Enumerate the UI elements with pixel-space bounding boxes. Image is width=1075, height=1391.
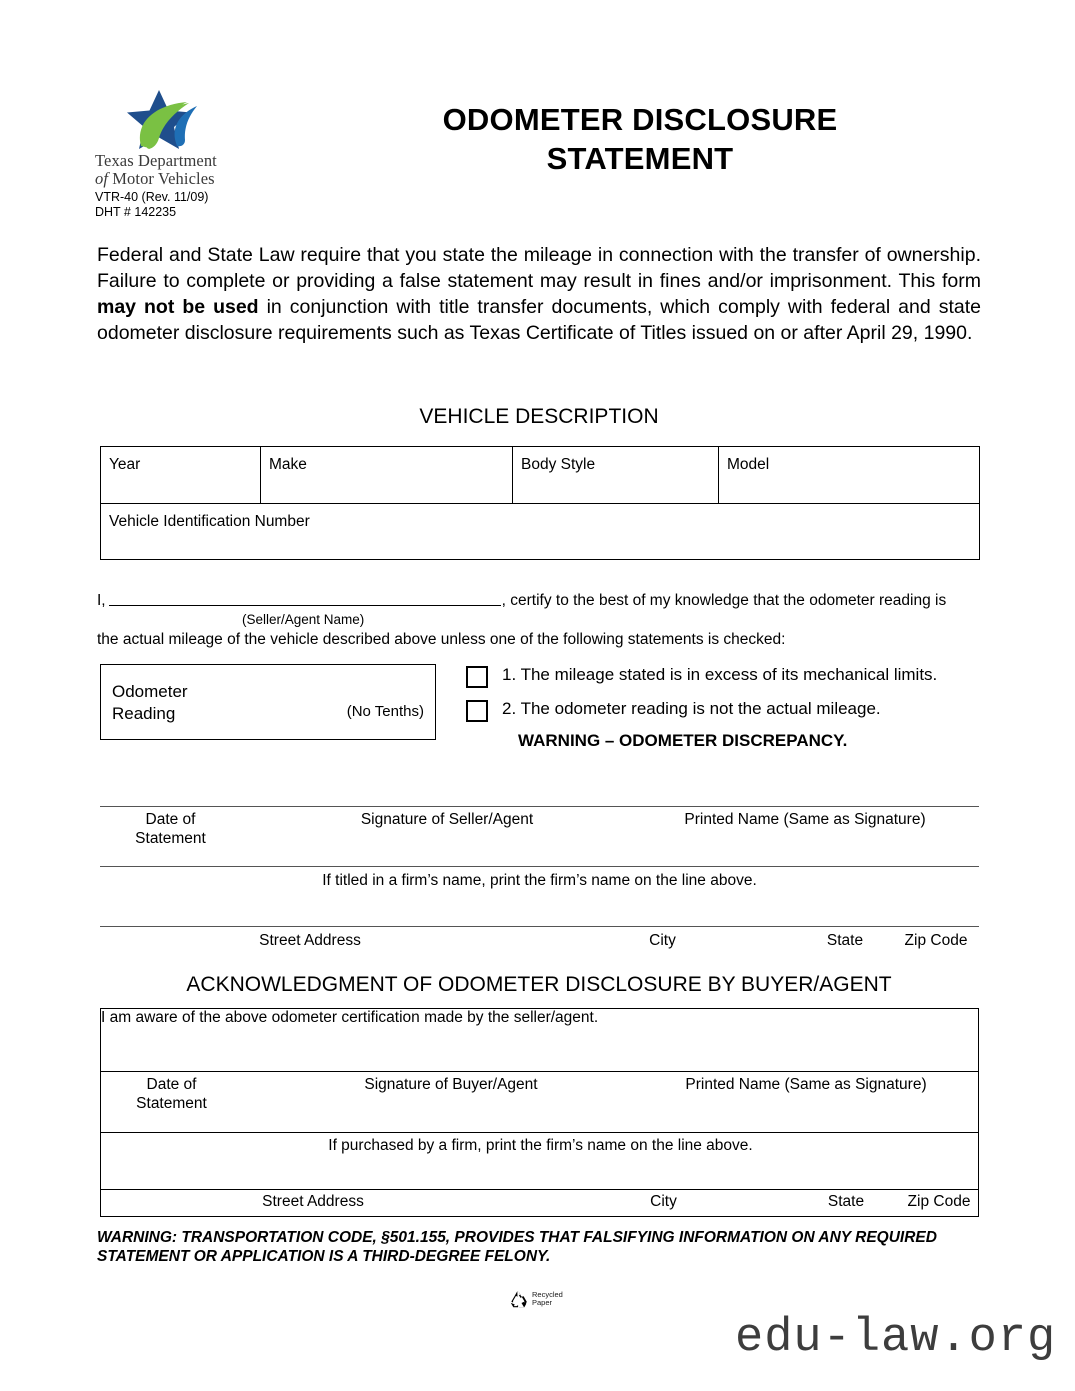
seller-printed-name-caption: Printed Name (Same as Signature) bbox=[684, 811, 926, 828]
vehicle-make-cell[interactable] bbox=[261, 447, 513, 504]
recycled-paper-mark bbox=[508, 1289, 563, 1309]
odometer-reading-label bbox=[112, 681, 188, 725]
intro-paragraph bbox=[97, 242, 981, 346]
certification-statement bbox=[97, 590, 981, 649]
buyer-date-caption-line1: Date of bbox=[146, 1076, 197, 1093]
site-watermark: edu-law.org bbox=[735, 1312, 1057, 1365]
checkbox-not-actual-mileage[interactable] bbox=[466, 700, 488, 722]
buyer-firm-row[interactable] bbox=[101, 1133, 979, 1190]
odometer-label-line1: Odometer bbox=[112, 682, 188, 701]
certify-line2: the actual mileage of the vehicle described above unless one of the following statements is checked: bbox=[97, 631, 786, 648]
table-row bbox=[101, 447, 980, 504]
seller-signature-caption: Signature of Seller/Agent bbox=[360, 811, 534, 828]
seller-agent-name-blank[interactable] bbox=[109, 590, 501, 606]
table-row bbox=[101, 1072, 979, 1133]
seller-zip-caption: Zip Code bbox=[904, 932, 968, 949]
seller-state-caption: State bbox=[826, 932, 864, 949]
recycled-label-line2: Paper bbox=[532, 1298, 553, 1307]
table-row bbox=[101, 1190, 979, 1217]
buyer-state-caption: State bbox=[827, 1193, 865, 1210]
vehicle-model-label: Model bbox=[727, 456, 770, 473]
certify-suffix: , certify to the best of my knowledge that the odometer reading is bbox=[501, 592, 947, 609]
form-number: VTR-40 (Rev. 11/09) bbox=[95, 190, 209, 204]
recycled-paper-label bbox=[532, 1291, 563, 1308]
table-row bbox=[101, 504, 980, 560]
vehicle-body-style-cell[interactable] bbox=[513, 447, 719, 504]
seller-city-caption: City bbox=[649, 932, 676, 949]
seller-agent-name-caption: (Seller/Agent Name) bbox=[242, 612, 365, 627]
buyer-acknowledgment-table bbox=[100, 1008, 979, 1217]
page-title-line2: STATEMENT bbox=[546, 141, 734, 176]
form-header bbox=[95, 88, 985, 218]
buyer-date-caption-line2: Statement bbox=[136, 1095, 207, 1112]
intro-part2: in conjunction with title transfer documents, which comply with federal and state odometer disclosure requirements such as Texas Certificate of Titles issued on or after April 29, 1990. bbox=[97, 296, 981, 344]
intro-part1: Federal and State Law require that you state the mileage in connection with the transfer of ownership. Failure to complete or providing a false statement may result in fines and/or imprisonment. This form bbox=[97, 244, 981, 292]
seller-date-caption-line1: Date of bbox=[145, 811, 196, 828]
vehicle-description-table bbox=[100, 446, 980, 560]
vehicle-make-label: Make bbox=[269, 456, 307, 473]
odometer-statements bbox=[466, 664, 1006, 752]
statement-1-row bbox=[466, 664, 1006, 688]
dht-number: DHT # 142235 bbox=[95, 204, 177, 219]
buyer-street-caption: Street Address bbox=[262, 1193, 364, 1210]
page-title-line1: ODOMETER DISCLOSURE bbox=[442, 102, 838, 137]
vehicle-body-style-label: Body Style bbox=[521, 456, 596, 473]
buyer-address-row[interactable] bbox=[101, 1190, 979, 1217]
table-row bbox=[101, 1133, 979, 1190]
buyer-city-caption: City bbox=[650, 1193, 677, 1210]
certify-prefix: I, bbox=[97, 592, 106, 609]
agency-name-line1: Texas Department bbox=[95, 151, 217, 170]
statement-1-label: 1. The mileage stated is in excess of its mechanical limits. bbox=[502, 665, 938, 684]
bottom-warning-line2: STATEMENT OR APPLICATION IS A THIRD-DEGREE FELONY. bbox=[97, 1248, 551, 1265]
buyer-date-caption bbox=[109, 1075, 234, 1113]
agency-logo-block bbox=[95, 88, 325, 219]
seller-date-caption-line2: Statement bbox=[135, 830, 206, 847]
buyer-aware-cell bbox=[101, 1009, 979, 1072]
checkbox-mechanical-limits[interactable] bbox=[466, 666, 488, 688]
seller-date-caption bbox=[108, 810, 233, 848]
tx-dmv-star-swoosh-logo bbox=[113, 88, 233, 150]
buyer-acknowledgment-heading: ACKNOWLEDGMENT OF ODOMETER DISCLOSURE BY BUYER/AGENT bbox=[186, 973, 892, 996]
bottom-warning bbox=[97, 1228, 987, 1266]
page-title bbox=[295, 100, 985, 178]
odometer-no-tenths-note: (No Tenths) bbox=[346, 703, 424, 720]
statement-2-label: 2. The odometer reading is not the actual mileage. bbox=[502, 699, 881, 718]
buyer-zip-caption: Zip Code bbox=[907, 1193, 971, 1210]
odometer-discrepancy-warning: WARNING – ODOMETER DISCREPANCY. bbox=[518, 731, 848, 750]
form-identifiers bbox=[95, 190, 325, 219]
vehicle-year-label: Year bbox=[109, 456, 141, 473]
table-row bbox=[101, 1009, 979, 1072]
agency-name-line2: of Motor Vehicles bbox=[95, 168, 215, 188]
certify-line1 bbox=[97, 590, 981, 610]
intro-bold-phrase: may not be used bbox=[97, 296, 259, 318]
vehicle-vin-cell[interactable] bbox=[101, 504, 980, 560]
vehicle-year-cell[interactable] bbox=[101, 447, 261, 504]
bottom-warning-line1: WARNING: TRANSPORTATION CODE, §501.155, PROVIDES THAT FALSIFYING INFORMATION ON ANY REQUIRED bbox=[97, 1229, 937, 1246]
vehicle-model-cell[interactable] bbox=[719, 447, 980, 504]
buyer-aware-text: I am aware of the above odometer certification made by the seller/agent. bbox=[101, 1009, 599, 1026]
buyer-printed-name-caption: Printed Name (Same as Signature) bbox=[685, 1076, 927, 1093]
vehicle-vin-label: Vehicle Identification Number bbox=[109, 513, 310, 530]
seller-street-caption: Street Address bbox=[259, 932, 361, 949]
seller-firm-rule bbox=[100, 866, 979, 867]
buyer-signature-caption: Signature of Buyer/Agent bbox=[364, 1076, 538, 1093]
statement-2-row bbox=[466, 698, 1006, 722]
buyer-firm-caption: If purchased by a firm, print the firm’s name on the line above. bbox=[328, 1137, 753, 1154]
seller-address-rule bbox=[100, 926, 979, 927]
buyer-signature-row[interactable] bbox=[101, 1072, 979, 1133]
odometer-label-line2: Reading bbox=[112, 704, 176, 723]
recycled-label-line1: Recycled bbox=[532, 1289, 563, 1299]
odometer-reading-box[interactable] bbox=[100, 664, 436, 740]
recycle-icon bbox=[508, 1289, 528, 1309]
seller-signature-rule bbox=[100, 806, 979, 807]
vehicle-description-heading: VEHICLE DESCRIPTION bbox=[419, 405, 659, 428]
agency-wordmark bbox=[95, 152, 325, 187]
seller-firm-caption: If titled in a firm’s name, print the firm’s name on the line above. bbox=[322, 872, 757, 889]
